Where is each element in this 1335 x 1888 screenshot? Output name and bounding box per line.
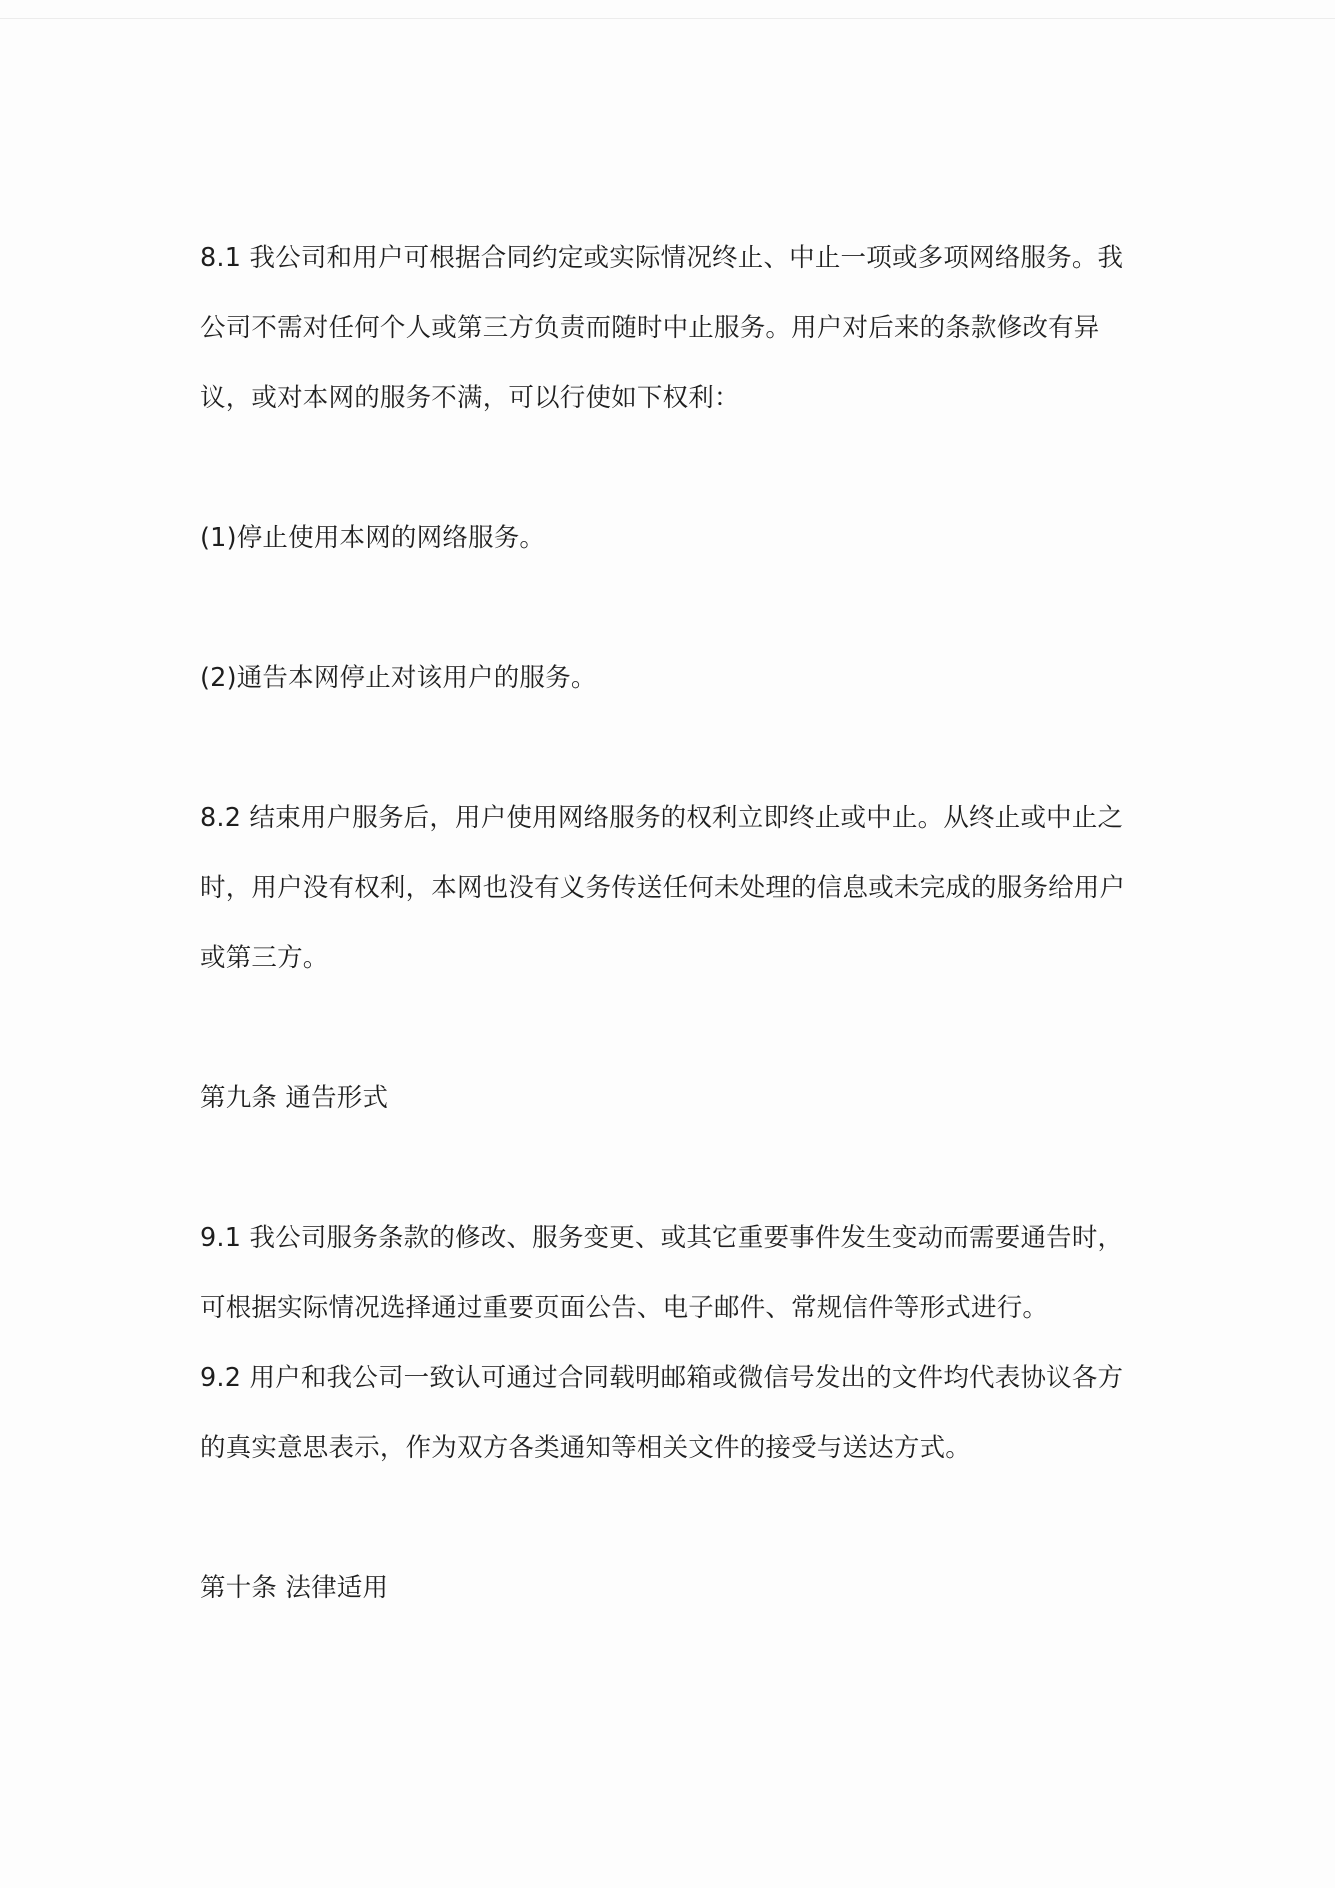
clause-8-2-line-2: 时，用户没有权利，本网也没有义务传送任何未处理的信息或未完成的服务给用户 [200,873,1126,903]
right-item-1: (1)停止使用本网的网络服务。 [200,523,546,553]
page-top-edge [0,18,1335,19]
clause-8-1-line-2: 公司不需对任何个人或第三方负责而随时中止服务。用户对后来的条款修改有异 [200,313,1100,343]
clause-8-2-line-1: 8.2 结束用户服务后，用户使用网络服务的权利立即终止或中止。从终止或中止之 [200,803,1124,833]
clause-8-1-line-1: 8.1 我公司和用户可根据合同约定或实际情况终止、中止一项或多项网络服务。我 [200,243,1124,273]
clause-9-1-line-1: 9.1 我公司服务条款的修改、服务变更、或其它重要事件发生变动而需要通告时， [200,1223,1124,1253]
clause-9-2-line-1: 9.2 用户和我公司一致认可通过合同载明邮箱或微信号发出的文件均代表协议各方 [200,1363,1124,1393]
clause-9-1-line-2: 可根据实际情况选择通过重要页面公告、电子邮件、常规信件等形式进行。 [200,1293,1049,1323]
clause-9-2-line-2: 的真实意思表示，作为双方各类通知等相关文件的接受与送达方式。 [200,1433,972,1463]
article-9-heading: 第九条 通告形式 [200,1083,389,1113]
right-item-2: (2)通告本网停止对该用户的服务。 [200,663,597,693]
clause-8-2-line-3: 或第三方。 [200,943,329,973]
article-10-heading: 第十条 法律适用 [200,1573,389,1603]
clause-8-1-line-3: 议，或对本网的服务不满，可以行使如下权利： [200,383,740,413]
